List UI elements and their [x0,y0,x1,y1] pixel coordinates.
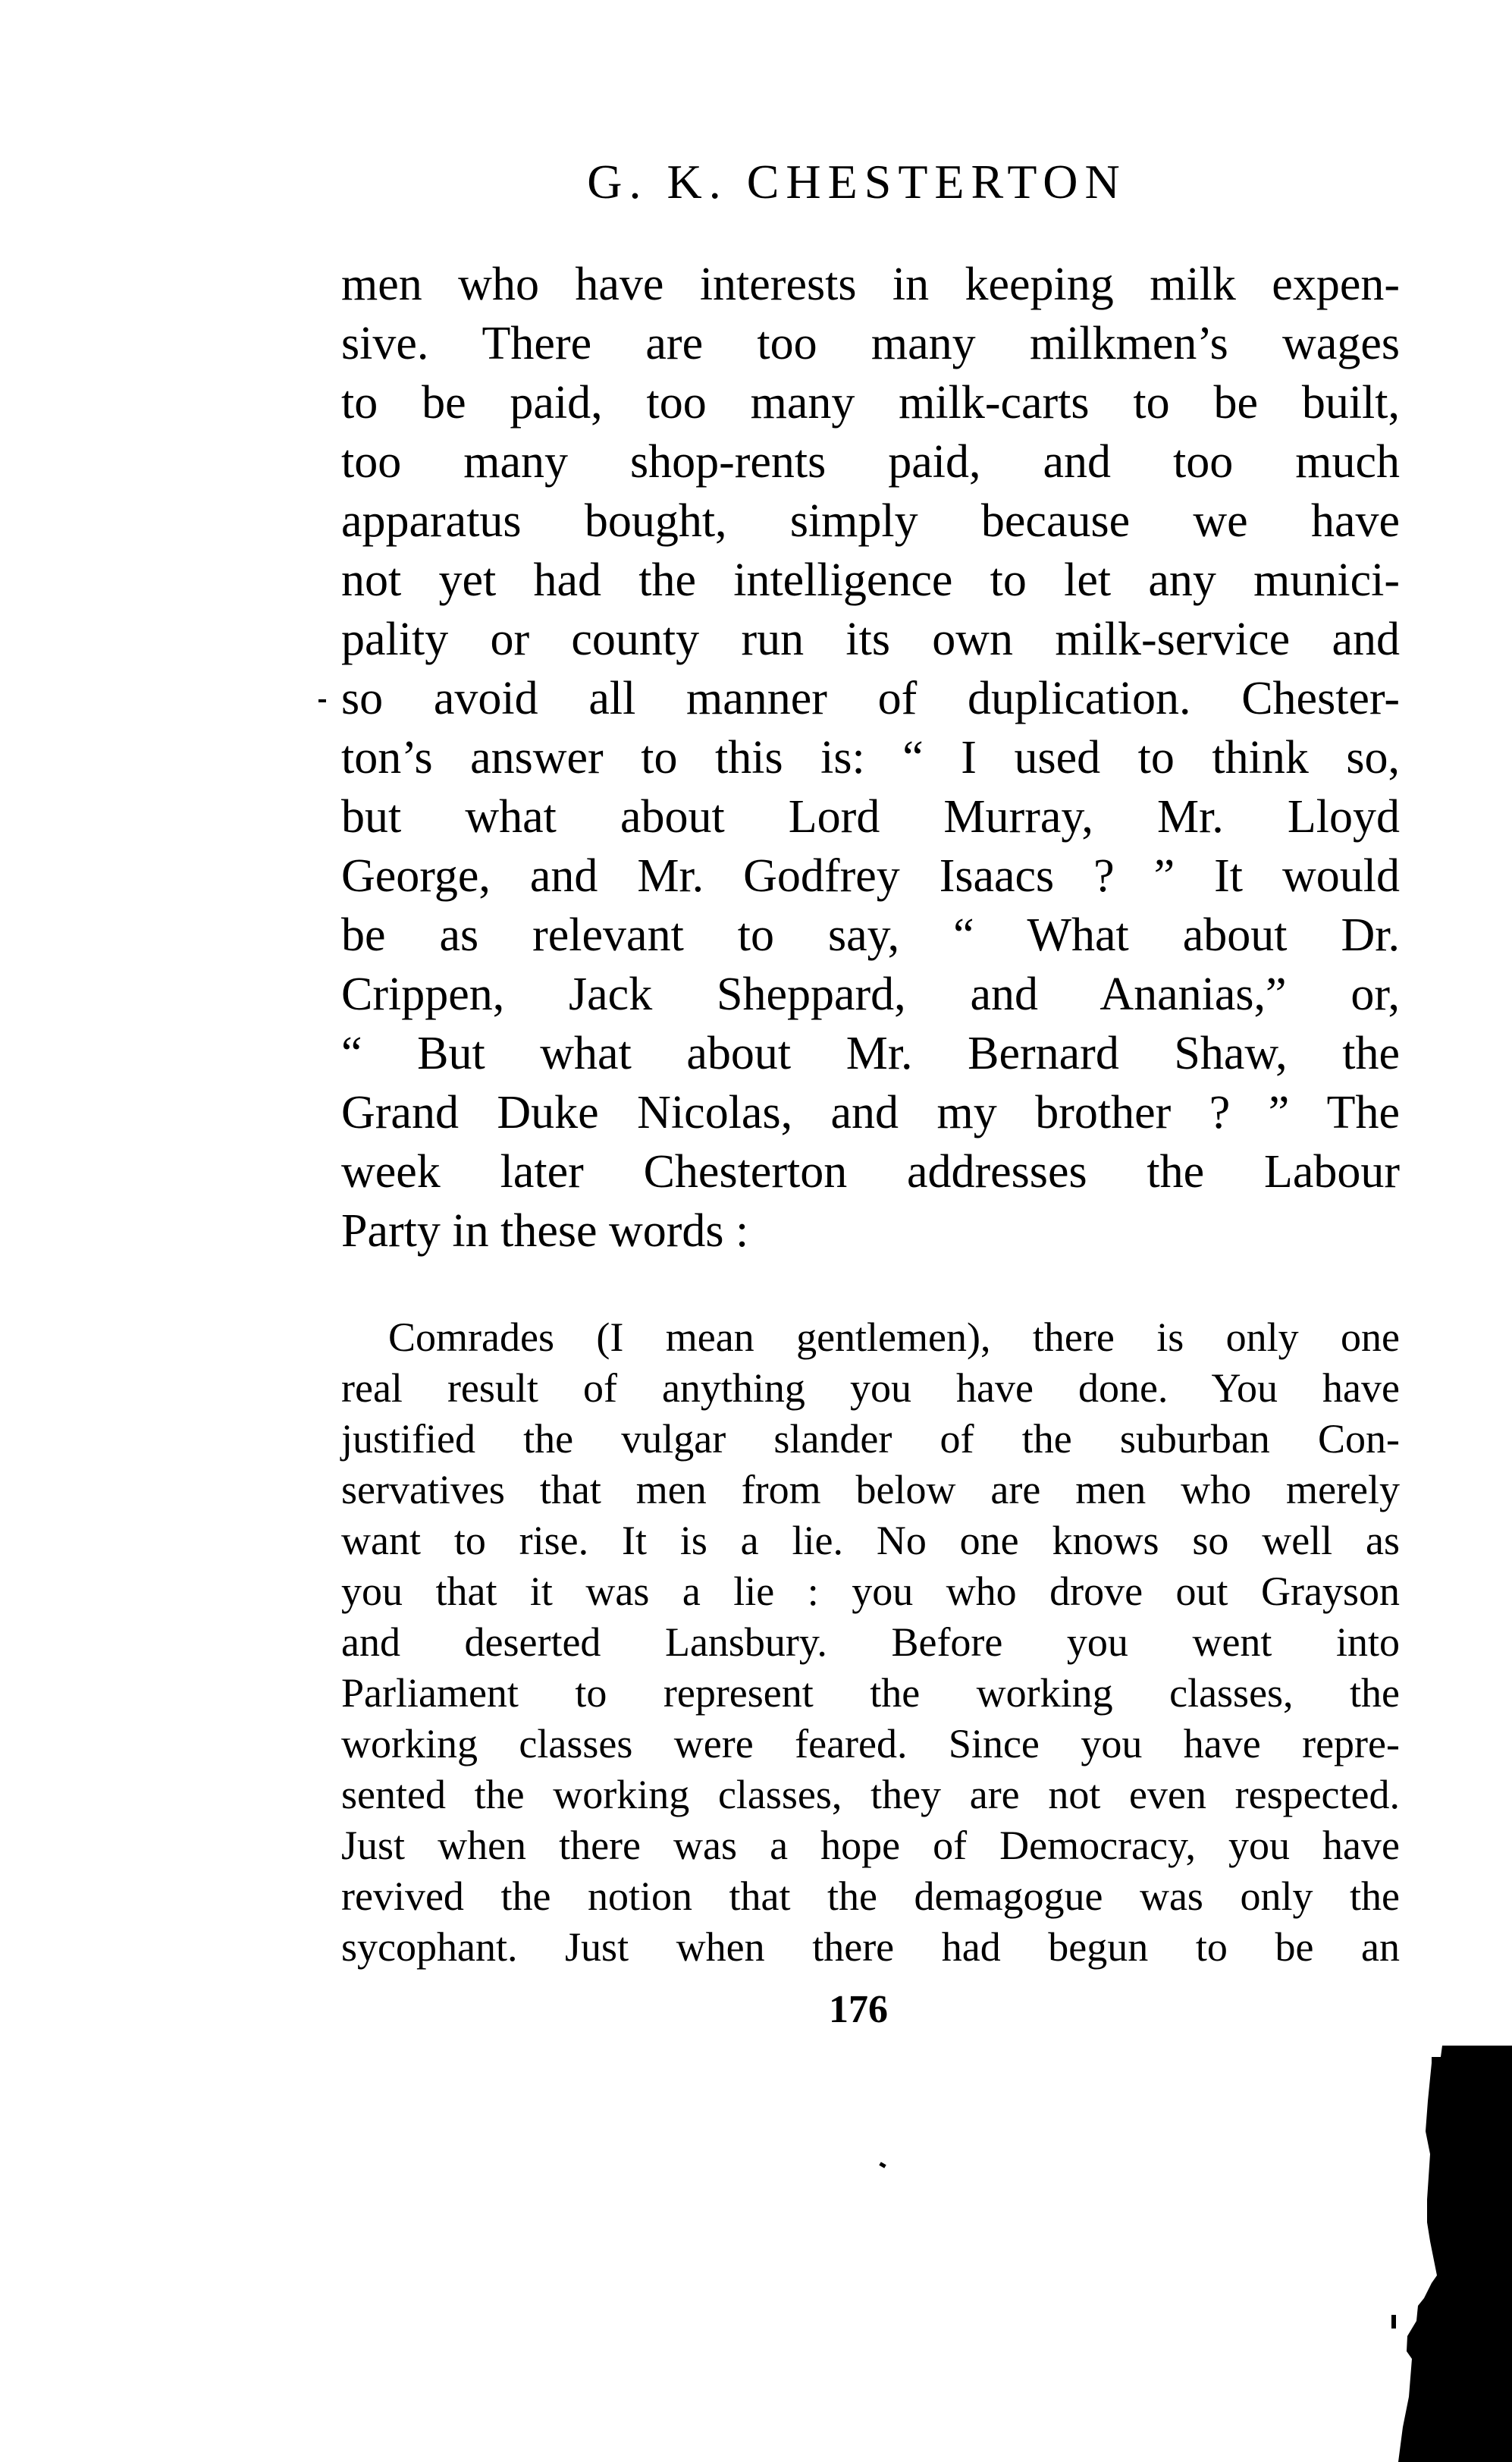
text-line: pality or county run its own milk-service and [341,614,1400,665]
quote-line: sented the working classes, they are not even respected. [341,1772,1400,1817]
running-title: G. K. CHESTERTON [587,155,1127,209]
text-line: but what about Lord Murray, Mr. Lloyd [341,791,1400,843]
text-line: apparatus bought, simply because we have [341,495,1400,547]
quote-line: sycophant. Just when there had begun to be an [341,1924,1400,1970]
text-line: sive. There are too many milkmen’s wages [341,318,1400,369]
body-paragraph [341,255,1400,1261]
text-line: week later Chesterton addresses the Labour [341,1146,1400,1198]
quote-line: want to rise. It is a lie. No one knows so well as [341,1518,1400,1563]
text-line: Party in these words : [341,1205,749,1257]
quote-line: Parliament to represent the working classes, the [341,1670,1400,1716]
text-line: be as relevant to say, “ What about Dr. [341,909,1400,961]
quote-line: justified the vulgar slander of the suburban Con- [341,1416,1400,1462]
quote-line: you that it was a lie : you who drove out Grayson [341,1569,1400,1614]
page-number: 176 [829,1988,888,2031]
quote-line: working classes were feared. Since you have repre- [341,1721,1400,1766]
block-quote [341,1312,1400,1973]
text-line: “ But what about Mr. Bernard Shaw, the [341,1028,1400,1079]
scan-edge-shadow [1391,0,1512,2462]
text-line: Grand Duke Nicolas, and my brother ? ” The [341,1087,1400,1138]
quote-line: Just when there was a hope of Democracy, you have [341,1823,1400,1868]
stray-ink-mark [879,2162,886,2168]
quote-line: revived the notion that the demagogue was only the [341,1873,1400,1919]
text-line: not yet had the intelligence to let any munici- [341,554,1400,606]
quote-line: servatives that men from below are men who merely [341,1467,1400,1512]
text-line: so avoid all manner of duplication. Chester- [341,673,1400,724]
quote-line: real result of anything you have done. You have [341,1365,1400,1411]
text-line: ton’s answer to this is: “ I used to think so, [341,732,1400,784]
text-line: men who have interests in keeping milk expen- [341,259,1400,310]
quote-line: and deserted Lansbury. Before you went into [341,1619,1400,1665]
text-line: Crippen, Jack Sheppard, and Ananias,” or, [341,969,1400,1020]
text-line: to be paid, too many milk-carts to be built, [341,377,1400,429]
text-line: too many shop-rents paid, and too much [341,436,1400,488]
text-line: George, and Mr. Godfrey Isaacs ? ” It would [341,850,1400,902]
stray-ink-mark [318,699,326,702]
quote-line: Comrades (I mean gentlemen), there is only one [388,1314,1400,1360]
